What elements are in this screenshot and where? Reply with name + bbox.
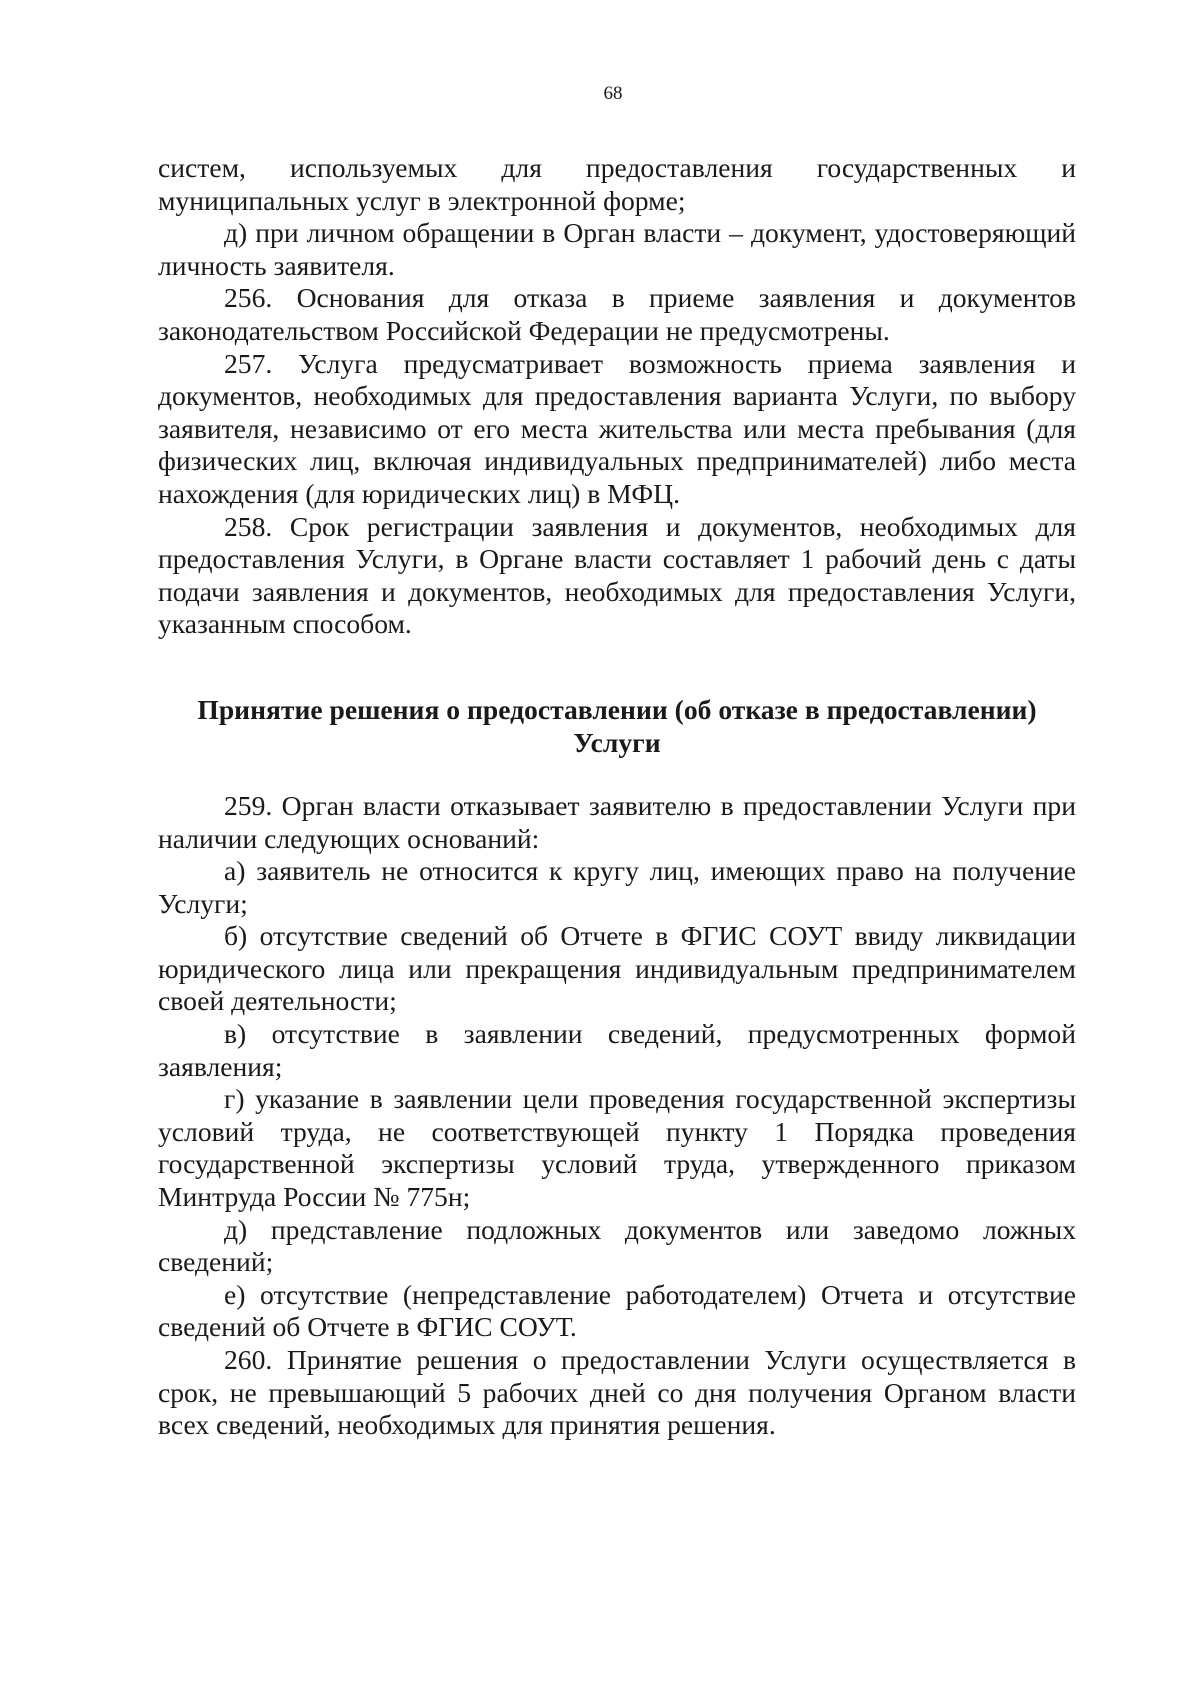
- list-item-d: д) представление подложных документов или заведомо ложных сведений;: [158, 1213, 1076, 1278]
- paragraph-item-d: д) при личном обращении в Орган власти – документ, удостоверяющий личность заявителя.: [158, 217, 1076, 281]
- page-number: 68: [603, 83, 623, 104]
- list-item-b: б) отсутствие сведений об Отчете в ФГИС СОУТ ввиду ликвидации юридического лица или прекращения индивидуальным предпринимателем своей деятельности;: [158, 920, 1076, 1017]
- paragraph-258: 258. Срок регистрации заявления и документов, необходимых для предоставления Услуги, в Органе власти составляет 1 рабочий день с даты подачи заявления и документов, необходимых для предоставления Услуги, указанным способом.: [158, 510, 1076, 640]
- list-item-e: е) отсутствие (непредставление работодателем) Отчета и отсутствие сведений об Отчете в ФГИС СОУТ.: [158, 1278, 1076, 1343]
- document-body: [158, 152, 1076, 1442]
- list-item-g: г) указание в заявлении цели проведения государственной экспертизы условий труда, не соответствующей пункту 1 Порядка проведения государственной экспертизы условий труда, утвержденного приказом Минтруда России № 775н;: [158, 1083, 1076, 1213]
- paragraph-259: 259. Орган власти отказывает заявителю в предоставлении Услуги при наличии следующих оснований:: [158, 789, 1076, 854]
- paragraph-257: 257. Услуга предусматривает возможность приема заявления и документов, необходимых для предоставления варианта Услуги, по выбору заявителя, независимо от его места жительства или места пребывания (для физических лиц, включая индивидуальных предпринимателей) либо места нахождения (для юридических лиц) в МФЦ.: [158, 347, 1076, 509]
- paragraph-256: 256. Основания для отказа в приеме заявления и документов законодательством Российской Федерации не предусмотрены.: [158, 282, 1076, 346]
- section-heading-line-2: Услуги: [573, 726, 661, 758]
- paragraph-continuation: систем, используемых для предоставления государственных и муниципальных услуг в электронной форме;: [158, 152, 1076, 216]
- section-heading-line-1: Принятие решения о предоставлении (об отказе в предоставлении): [197, 693, 1037, 725]
- section-heading: [158, 693, 1076, 759]
- list-item-v: в) отсутствие в заявлении сведений, предусмотренных формой заявления;: [158, 1018, 1076, 1082]
- paragraph-260: 260. Принятие решения о предоставлении Услуги осуществляется в срок, не превышающий 5 рабочих дней со дня получения Органом власти всех сведений, необходимых для принятия решения.: [158, 1344, 1076, 1441]
- list-item-a: а) заявитель не относится к кругу лиц, имеющих право на получение Услуги;: [158, 855, 1076, 919]
